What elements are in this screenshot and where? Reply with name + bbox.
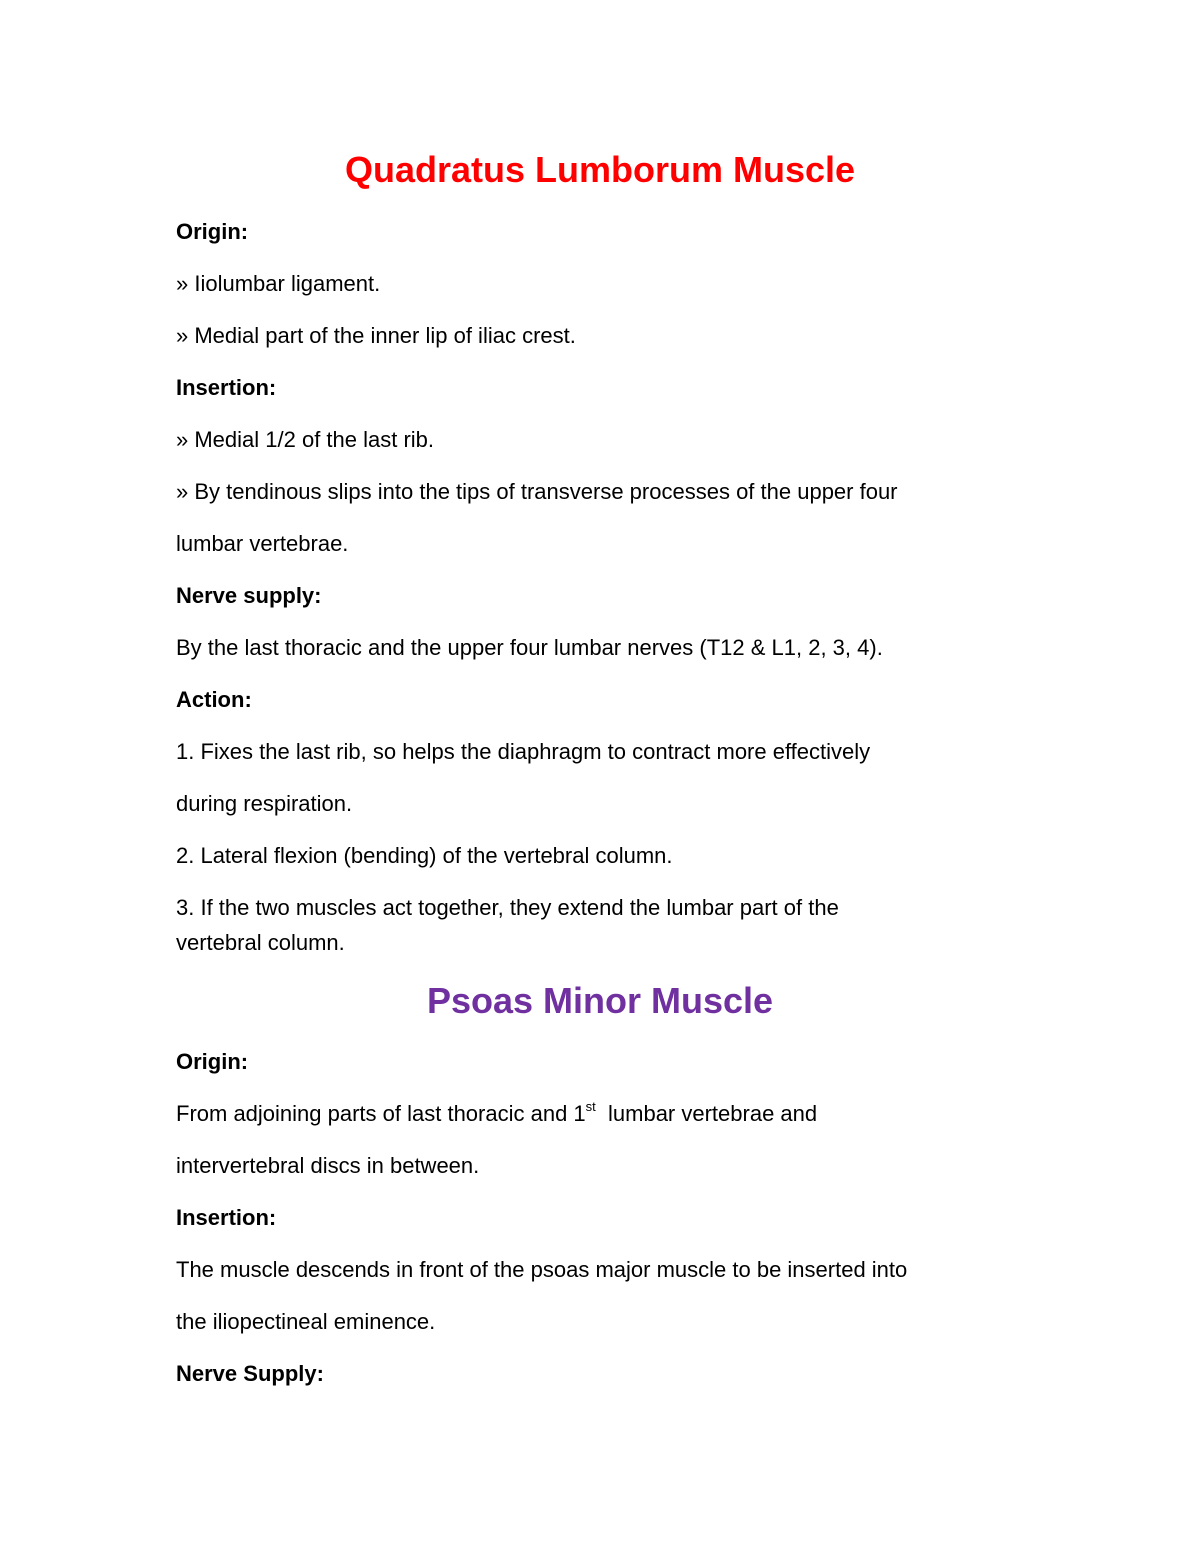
- psoas-origin-line: [176, 1100, 817, 1128]
- quadratus-nerve-text: By the last thoracic and the upper four lumbar nerves (T12 & L1, 2, 3, 4).: [176, 635, 883, 660]
- psoas-origin-line: intervertebral discs in between.: [176, 1153, 480, 1178]
- psoas-nerve-label: Nerve Supply:: [176, 1361, 324, 1386]
- quadratus-insertion-item: lumbar vertebrae.: [176, 531, 349, 556]
- quadratus-insertion-item: » By tendinous slips into the tips of transverse processes of the upper four: [176, 479, 898, 504]
- psoas-insertion-line: The muscle descends in front of the psoas major muscle to be inserted into: [176, 1257, 908, 1282]
- quadratus-origin-item: » Medial part of the inner lip of iliac crest.: [176, 323, 576, 348]
- quadratus-insertion-label: Insertion:: [176, 375, 277, 400]
- psoas-insertion-label: Insertion:: [176, 1205, 277, 1230]
- psoas-origin-text: From adjoining parts of last thoracic and 1: [176, 1101, 586, 1126]
- psoas-origin-ordinal: st: [585, 1098, 596, 1114]
- quadratus-title: Quadratus Lumborum Muscle: [344, 149, 856, 190]
- psoas-origin-label: Origin:: [176, 1049, 249, 1074]
- quadratus-action-line: 2. Lateral flexion (bending) of the vertebral column.: [176, 843, 673, 868]
- quadratus-action-line: 3. If the two muscles act together, they extend the lumbar part of the: [176, 895, 839, 920]
- quadratus-action-line: during respiration.: [176, 791, 353, 816]
- quadratus-insertion-item: » Medial 1/2 of the last rib.: [176, 427, 435, 452]
- quadratus-action-line: 1. Fixes the last rib, so helps the diaphragm to contract more effectively: [176, 739, 871, 764]
- quadratus-origin-label: Origin:: [176, 219, 249, 244]
- psoas-minor-title: Psoas Minor Muscle: [426, 980, 774, 1021]
- psoas-origin-text-cont: lumbar vertebrae and: [595, 1101, 818, 1126]
- quadratus-action-line: vertebral column.: [176, 930, 345, 955]
- quadratus-action-label: Action:: [176, 687, 252, 712]
- quadratus-origin-item: » Iiolumbar ligament.: [176, 271, 381, 296]
- quadratus-nerve-label: Nerve supply:: [176, 583, 322, 608]
- psoas-insertion-line: the iliopectineal eminence.: [176, 1309, 436, 1334]
